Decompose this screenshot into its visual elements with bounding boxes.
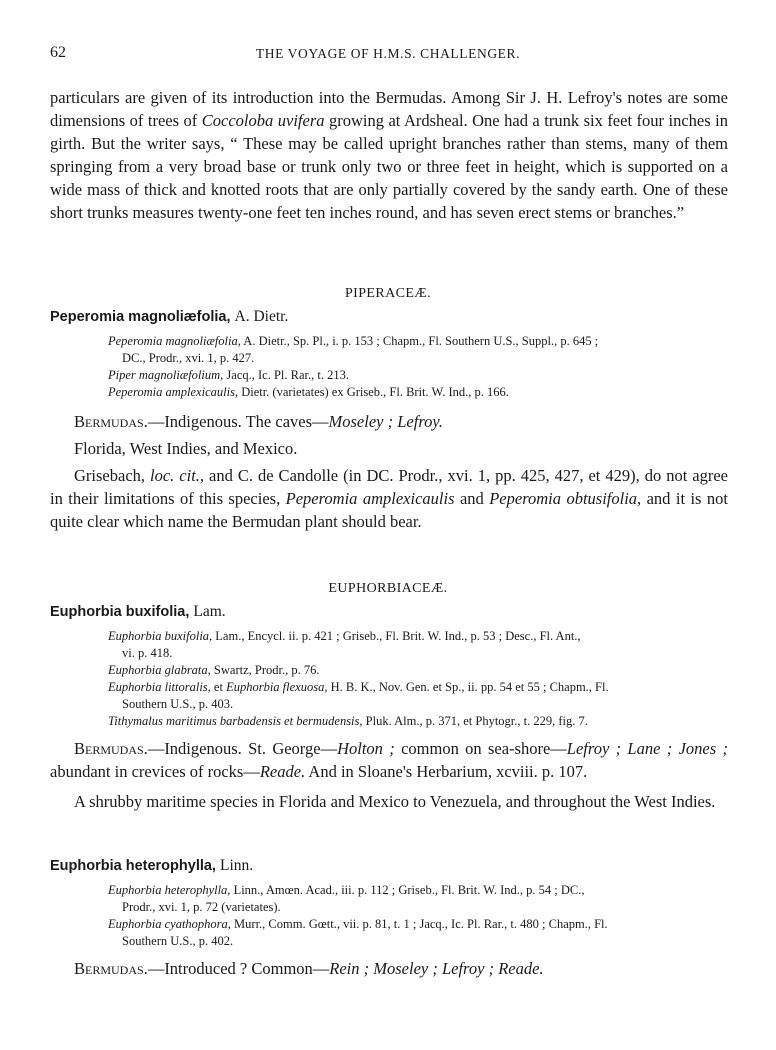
synonym-name: Euphorbia buxifolia, (108, 629, 213, 643)
species-euphorbia-buxifolia (50, 603, 226, 621)
species-peperomia-magnoliaefolia (50, 308, 288, 326)
bermudas-label: Bermudas. (74, 959, 148, 978)
section-heading-piperaceae: PIPERACEÆ. (344, 286, 432, 301)
synonym-name: Euphorbia littoralis, (108, 680, 211, 694)
species-name: Peperomia magnoliæfolia, (50, 309, 231, 325)
bermudas-ref: Reade. (259, 762, 306, 781)
synonym-entry (108, 384, 728, 401)
bermudas-refs: Moseley ; Lefroy. (328, 412, 443, 431)
synonym-entry (108, 628, 728, 662)
synonym-entry (108, 916, 728, 950)
species-author: A. Dietr. (234, 308, 289, 325)
synonym-name: Piper magnoliæfolium, (108, 368, 224, 382)
page-number: 62 (50, 44, 66, 61)
distribution-euphorbia-buxifolia: A shrubby maritime species in Florida and Mexico to Venezuela, and throughout the West Indies. (74, 792, 716, 811)
bermudas-text: —Introduced ? Common— (147, 959, 330, 978)
synonym-name: Tithymalus maritimus barbadensis et bermudensis, (108, 714, 363, 728)
synonym-entry (108, 333, 728, 367)
synonym-citation: Linn., Amœn. Acad., iii. p. 112 ; Griseb., Fl. Brit. W. Ind., p. 54 ; DC., (230, 883, 585, 897)
synonym-list-euphorbia-buxifolia (108, 628, 728, 730)
synonym-citation: Pluk. Alm., p. 371, et Phytogr., t. 229, fig. 7. (362, 714, 588, 728)
synonym-name: Euphorbia heterophylla, (108, 883, 231, 897)
synonym-list-euphorbia-heterophylla (108, 882, 728, 950)
bermudas-ref: Lefroy ; Lane ; Jones ; (566, 739, 728, 758)
synonym-citation: Lam., Encycl. ii. p. 421 ; Griseb., Fl. Brit. W. Ind., p. 53 ; Desc., Fl. Ant., (212, 629, 581, 643)
bermudas-text: —Indigenous. St. George— (147, 739, 338, 758)
synonym-citation-cont: Southern U.S., p. 402. (122, 934, 234, 948)
synonym-citation: Murr., Comm. Gœtt., vii. p. 81, t. 1 ; Jacq., Ic. Pl. Rar., t. 480 ; Chapm., Fl. (230, 917, 608, 931)
synonym-citation-cont: DC., Prodr., xvi. 1, p. 427. (122, 351, 255, 365)
synonym-name: Euphorbia flexuosa, (226, 680, 328, 694)
note-text: and (454, 489, 490, 508)
synonym-citation: Jacq., Ic. Pl. Rar., t. 213. (223, 368, 349, 382)
running-title: THE VOYAGE OF H.M.S. CHALLENGER. (255, 46, 521, 61)
bermudas-note-peperomia (50, 410, 728, 433)
synonym-entry (108, 662, 728, 679)
intro-text-2: growing at Ardsheal. One had a trunk six feet four inches in girth. But the writer says, “ These may be called upright branches rather than stems, many of them springing from a very broad base or trunk only two or three feet in height, which is supported on a wide mass of thick and knotted roots that are only partially covered by the sandy earth. One of these short trunks measures twenty-one feet ten inches round, and has seven erect stems or branches.” (50, 111, 728, 222)
intro-text-1: particulars are given of its introduction into the Bermudas. Among Sir J. H. Lefroy's notes are some dimensions of trees of (50, 88, 728, 130)
bermudas-text: And in Sloane's Herbarium, xcviii. p. 107. (305, 762, 588, 781)
bermudas-label: Bermudas. (74, 412, 148, 431)
synonym-citation: Swartz, Prodr., p. 76. (210, 663, 320, 677)
bermudas-text: common on sea-shore— (394, 739, 567, 758)
synonym-name: Peperomia magnoliæfolia, (108, 334, 241, 348)
synonym-citation: H. B. K., Nov. Gen. et Sp., ii. pp. 54 et 55 ; Chapm., Fl. (327, 680, 609, 694)
species-euphorbia-heterophylla (50, 857, 253, 875)
bermudas-text: abundant in crevices of rocks— (50, 762, 260, 781)
note-text: Grisebach, (74, 466, 151, 485)
synonym-entry (108, 713, 728, 730)
synonym-entry (108, 679, 728, 713)
note-italic: loc. cit. (150, 466, 200, 485)
bermudas-note-euphorbia-buxifolia (50, 737, 728, 783)
note-italic: Peperomia amplexicaulis (285, 489, 455, 508)
intro-paragraph (50, 86, 728, 224)
note-italic: Peperomia obtusifolia (489, 489, 638, 508)
synonym-citation-cont: Southern U.S., p. 403. (122, 697, 234, 711)
synonym-entry (108, 882, 728, 916)
synonym-citation: A. Dietr., Sp. Pl., i. p. 153 ; Chapm., Fl. Southern U.S., Suppl., p. 645 ; (240, 334, 599, 348)
synonym-name: Euphorbia glabrata, (108, 663, 211, 677)
synonym-name: Peperomia amplexicaulis, (108, 385, 239, 399)
bermudas-refs: Rein ; Moseley ; Lefroy ; Reade. (329, 959, 544, 978)
synonym-citation-cont: Prodr., xvi. 1, p. 72 (varietates). (122, 900, 281, 914)
species-author: Linn. (220, 857, 254, 874)
bermudas-ref: Holton ; (337, 739, 395, 758)
note-text: , and C. de Candolle (in DC. Prodr., xvi. 1, pp. 425, 427, et 429), do not agree in their limitations of this species, (50, 466, 729, 508)
synonym-citation: et (210, 680, 227, 694)
synonym-list-peperomia (108, 333, 728, 401)
synonym-name: Euphorbia cyathophora, (108, 917, 231, 931)
bermudas-note-euphorbia-heterophylla (50, 957, 728, 980)
taxonomic-note-peperomia (50, 464, 728, 533)
bermudas-text: —Indigenous. The caves— (147, 412, 329, 431)
species-name: Euphorbia buxifolia, (50, 604, 190, 620)
bermudas-label: Bermudas. (74, 739, 148, 758)
species-author: Lam. (193, 603, 226, 620)
synonym-citation-cont: vi. p. 418. (122, 646, 173, 660)
synonym-entry (108, 367, 728, 384)
distribution-peperomia: Florida, West Indies, and Mexico. (74, 439, 298, 458)
note-text: , and it is not quite clear which name the Bermudan plant should bear. (50, 489, 728, 531)
section-heading-euphorbiaceae: EUPHORBIACEÆ. (328, 581, 448, 596)
synonym-citation: Dietr. (varietates) ex Griseb., Fl. Brit. W. Ind., p. 166. (238, 385, 509, 399)
intro-italic-species: Coccoloba uvifera (201, 111, 325, 130)
species-name: Euphorbia heterophylla, (50, 858, 216, 874)
